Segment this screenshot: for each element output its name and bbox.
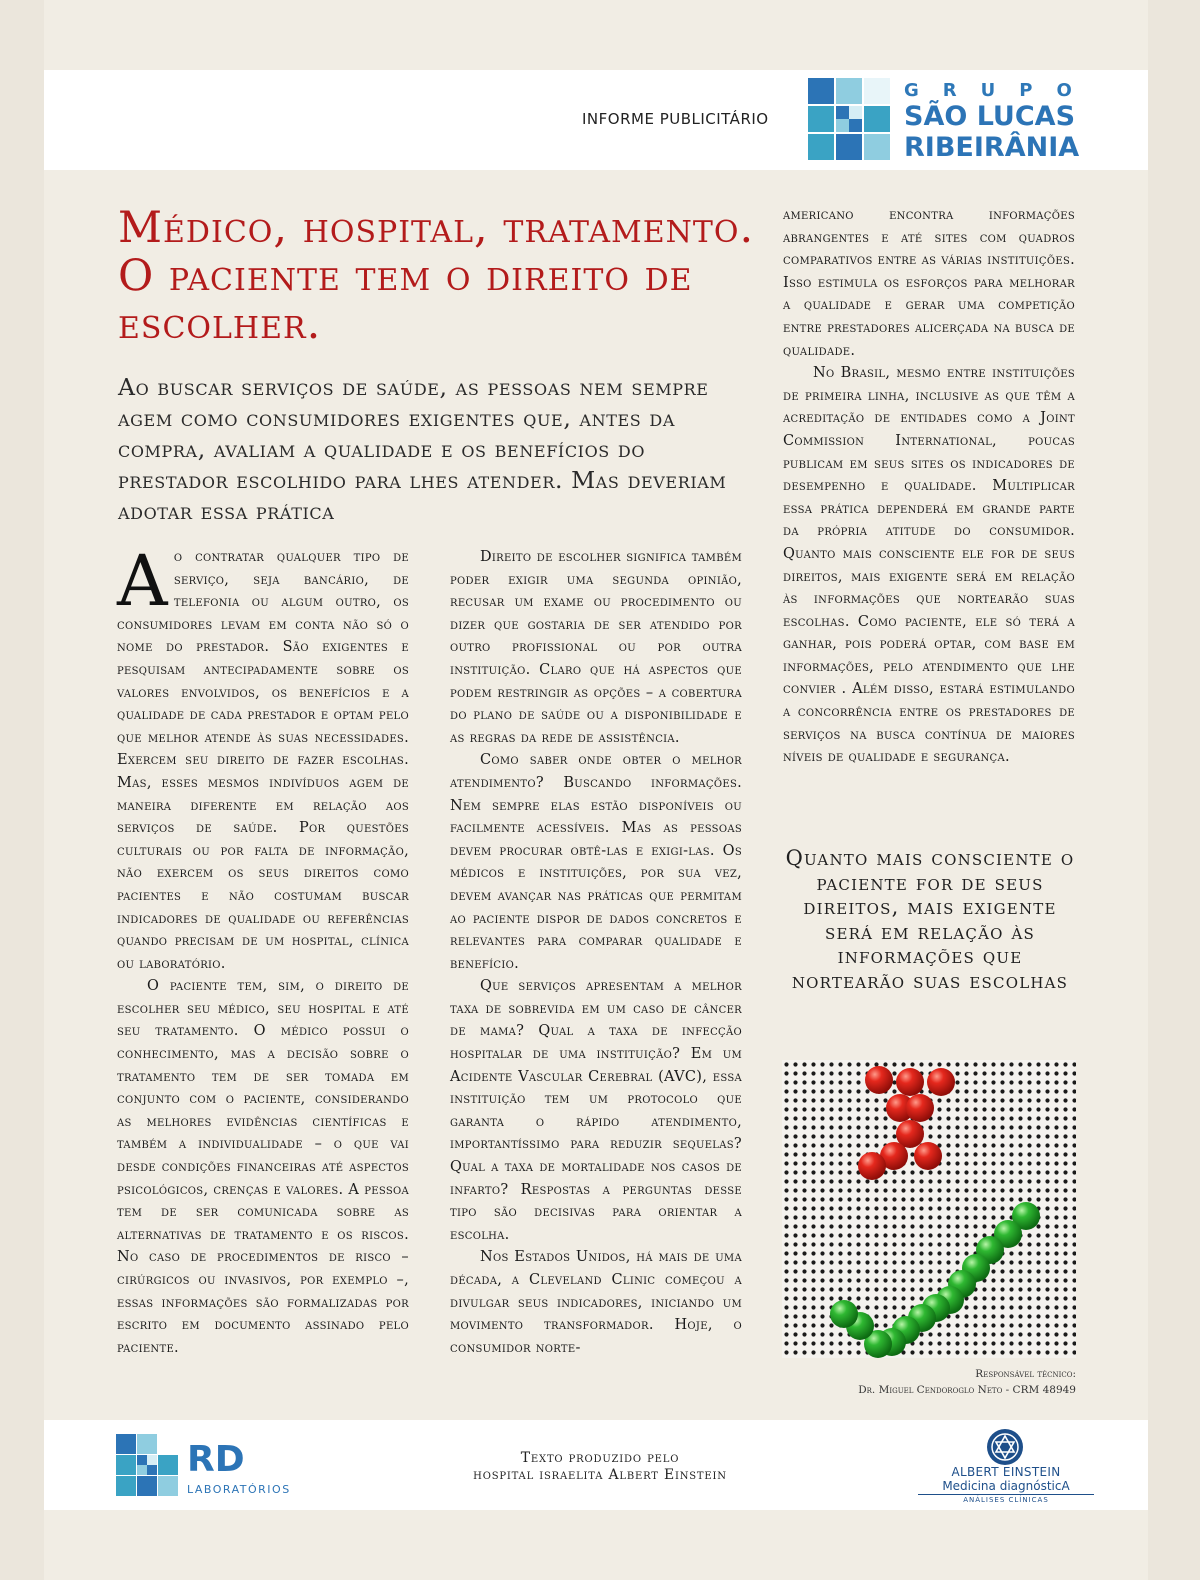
einstein-subtitle: Medicina diagnósticA [918, 1479, 1094, 1495]
article-headline: Médico, hospital, tratamento. O paciente tem o direito de escolher. [118, 203, 755, 349]
brand-grupo: GRUPO [904, 80, 1096, 101]
red-peg-2 [896, 1068, 924, 1096]
green-peg-13 [830, 1300, 858, 1328]
col3-paragraph-1: americano encontra informações abrangentes e até sites com quadros comparativos entre as várias instituições. Isso estimula os esforços para melhorar a qualidade e gerar uma competição entre prestadores alicerçada na busca de qualidade. [783, 207, 1075, 359]
red-peg-5 [906, 1094, 934, 1122]
pegboard-photo [782, 1060, 1076, 1358]
credit-line-1: Texto produzido pelo [520, 1450, 680, 1466]
article-subhead: Ao buscar serviços de saúde, as pessoas nem sempre agem como consumidores exigentes que, antes da compra, avaliam a qualidade e os benefícios do prestador escolhido para lhes atender. Mas deveriam adotar essa prática [118, 373, 727, 525]
col2-paragraph-3: Que serviços apresentam a melhor taxa de sobrevida em um caso de câncer de mama? Qual a taxa de infecção hospitalar de uma instituição? Em um Acidente Vascular Cerebral (AVC), essa instituição tem um protocolo que garanta o rápido atendimento, importantíssimo para reduzir sequelas? Qual a taxa de mortalidade nos casos de infarto? Respostas a perguntas desse tipo são decisivas para orientar a escolha. [450, 978, 742, 1243]
rd-logo-icon [116, 1434, 178, 1496]
article-column-3 [783, 204, 1075, 769]
einstein-subtitle-2: ANÁLISES CLÍNICAS [963, 1496, 1049, 1504]
credit-line-2: hospital israelita Albert Einstein [473, 1467, 727, 1483]
drop-cap: A [117, 540, 168, 622]
article-column-2 [450, 546, 742, 1359]
article-column-1 [117, 540, 409, 1359]
col2-paragraph-4: Nos Estados Unidos, há mais de uma década, a Cleveland Clinic começou a divulgar seus indicadores, iniciando um movimento transformador. Hoje, o consumidor norte- [450, 1249, 742, 1356]
col1-paragraph-1: o contratar qualquer tipo de serviço, seja bancário, de telefonia ou algum outro, os consumidores levam em conta não só o nome do prestador. São exigentes e pesquisam antecipadamente sobre os valores envolvidos, os benefícios e a qualidade de cada prestador e optam pelo que melhor atende às suas necessidades. Exercem seu direito de fazer escolhas. Mas, esses mesmos indivíduos agem de maneira diferente em relação aos serviços de saúde. Por questões culturais ou por falta de informação, não exercem os seus direitos como pacientes e não costumam buscar indicadores de qualidade ou referências quando precisam de um hospital, clínica ou laboratório. [117, 549, 409, 972]
red-peg-9 [858, 1152, 886, 1180]
col3-paragraph-2: No Brasil, mesmo entre instituições de primeira linha, inclusive as que têm a acreditação de entidades como a Joint Commission International, poucas publicam em seus sites os indicadores de desempenho e qualidade. Multiplicar essa prática dependerá em grande parte da própria atitude do consumidor. Quanto mais consciente ele for de seus direitos, mais exigente será em relação às informações que nortearão suas escolhas. Como paciente, ele só terá a ganhar, pois poderá optar, com base em informações, pelo atendimento que lhe convier . Além disso, estará estimulando a concorrência entre os prestadores de serviços na busca contínua de maiores níveis de qualidade e segurança. [783, 365, 1075, 766]
credit-text [430, 1450, 770, 1484]
col2-paragraph-2: Como saber onde obter o melhor atendimento? Buscando informações. Nem sempre elas estão disponíveis ou facilmente acessíveis. Mas as pessoas devem procurar obtê-las e exigi-las. Os médicos e instituições, por sua vez, devem avançar nas práticas que permitam ao paciente dispor de dados concretos e relevantes para comparar qualidade e benefício. [450, 752, 742, 972]
responsible-label: Responsável técnico: [975, 1368, 1076, 1380]
brand-name-line2: RIBEIRÂNIA [904, 132, 1080, 163]
responsible-name: Dr. Miguel Cendoroglo Neto - CRM 48949 [858, 1384, 1076, 1396]
brand-name-line1: SÃO LUCAS [904, 101, 1076, 132]
pull-quote: Quanto mais consciente o paciente for de seus direitos, mais exigente será em relação às informações que nortearão suas escolhas [785, 846, 1075, 993]
technical-responsible [782, 1366, 1076, 1398]
red-peg-8 [914, 1142, 942, 1170]
rd-brand-sub: LABORATÓRIOS [187, 1483, 291, 1496]
einstein-name: ALBERT EINSTEIN [951, 1465, 1061, 1479]
col2-paragraph-1: Direito de escolher significa também poder exigir uma segunda opinião, recusar um exame ou procedimento ou dizer que gostaria de ser atendido por outro profissional ou por outra instituição. Claro que há aspectos que podem restringir as opções – a cobertura do plano de saúde ou a disponibilidade e as regras da rede de assistência. [450, 549, 742, 746]
rd-brand-name: RD [187, 1439, 245, 1480]
einstein-emblem-icon [986, 1428, 1024, 1466]
pegboard-image [782, 1060, 1076, 1358]
sao-lucas-logo-icon [808, 78, 890, 160]
red-peg-1 [865, 1066, 893, 1094]
informe-label: INFORME PUBLICITÁRIO [582, 110, 769, 128]
red-peg-3 [927, 1068, 955, 1096]
col1-paragraph-2: O paciente tem, sim, o direito de escolher seu médico, seu hospital e até seu tratamento. O médico possui o conhecimento, mas a decisão sobre o tratamento tem de ser tomada em conjunto com o paciente, considerando as melhores evidências científicas e também a individualidade – o que vai desde condições financeiras até aspectos psicológicos, crenças e valores. A pessoa tem de ser comunicada sobre as alternativas de tratamento e os riscos. No caso de procedimentos de risco – cirúrgicos ou invasivos, por exemplo –, essas informações são formalizadas por escrito em documento assinado pelo paciente. [117, 978, 409, 1356]
